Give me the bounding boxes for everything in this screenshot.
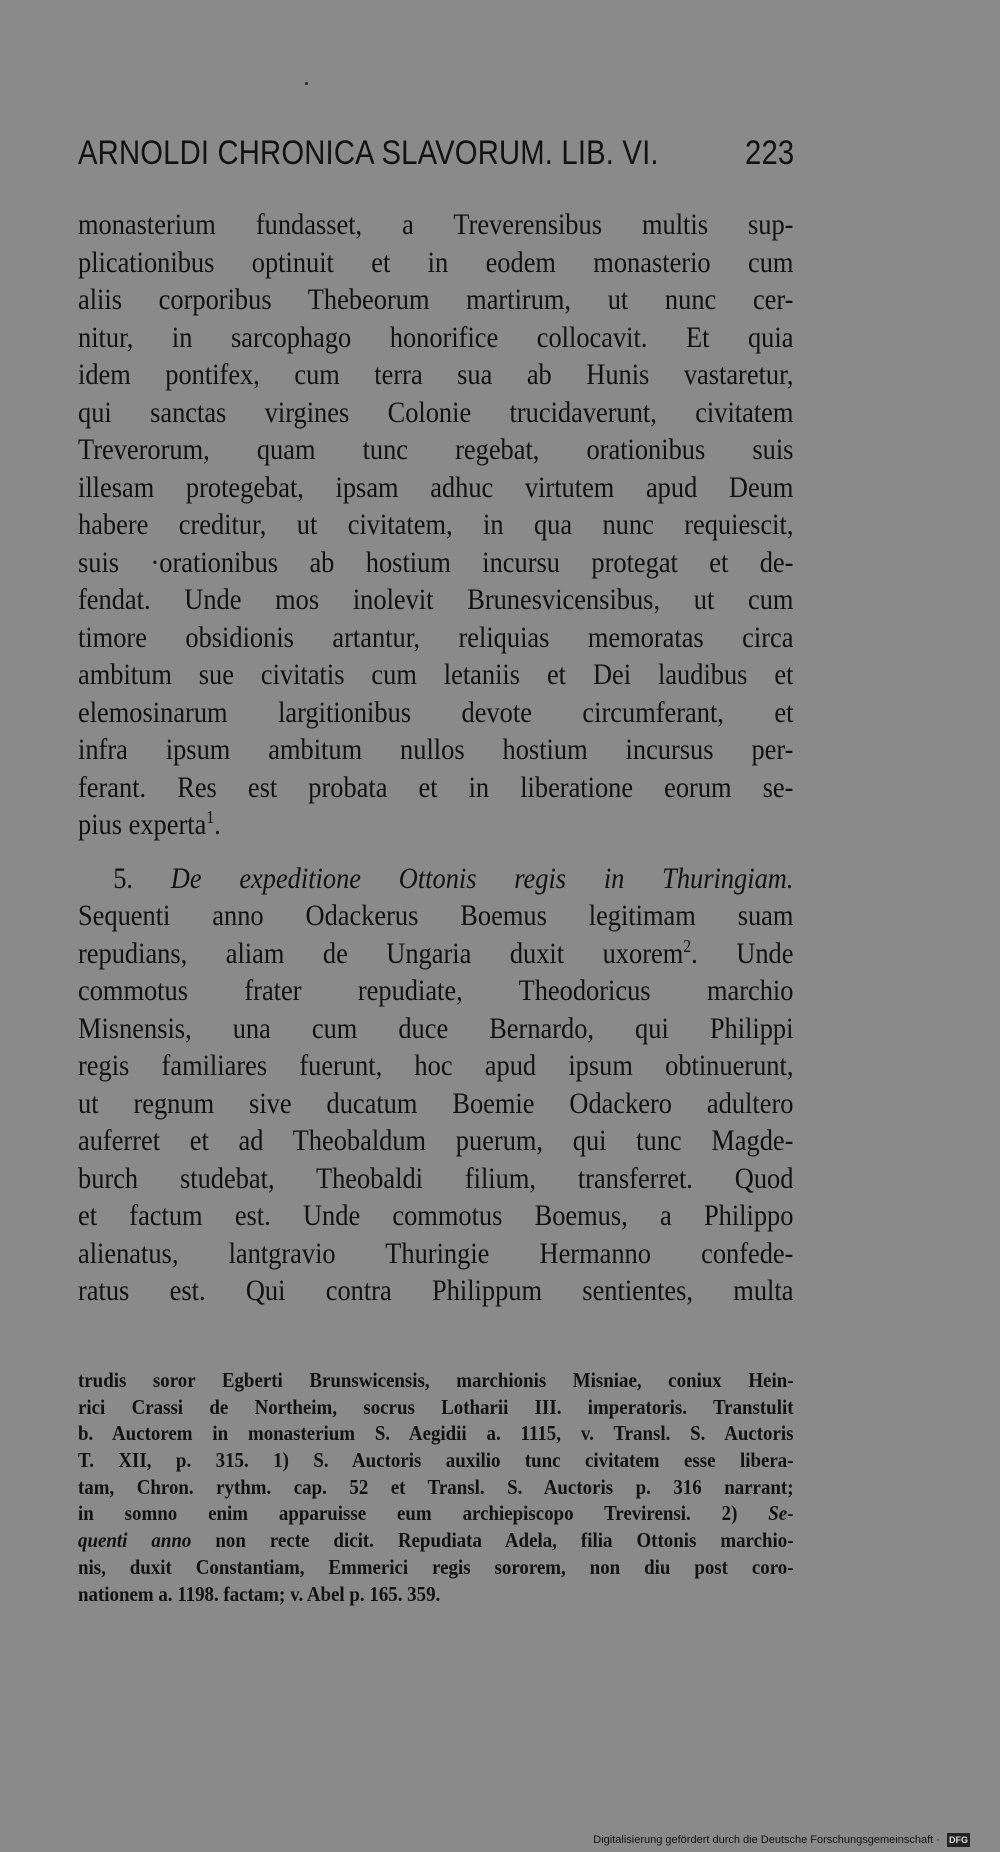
text-line: suis ·orationibus ab hostium incursu protegat et de-	[78, 545, 794, 579]
running-head	[78, 130, 794, 176]
footnote-line: nationem a. 1198. factam; v. Abel p. 165. 359.	[78, 1581, 441, 1606]
text-segment: . Unde	[691, 936, 794, 970]
footnote-line: T. XII, p. 315. 1) S. Auctoris auxilio tunc civitatem esse libera-	[78, 1448, 794, 1473]
dfg-logo: DFG	[949, 1835, 968, 1846]
text-line	[78, 935, 793, 973]
footnote-ref: 1	[206, 807, 215, 827]
text-line: timore obsidionis artantur, reliquias memoratas circa	[78, 620, 794, 654]
text-line: burch studebat, Theobaldi filium, transferret. Quod	[78, 1161, 794, 1195]
text-line: et factum est. Unde commotus Boemus, a Philippo	[78, 1199, 794, 1232]
text-line: infra ipsum ambitum nullos hostium incursus per-	[78, 733, 794, 766]
footnote-line: rici Crassi de Northeim, socrus Lotharii III. imperatoris. Transtulit	[78, 1394, 794, 1419]
running-head-title: ARNOLDI CHRONICA SLAVORUM. LIB. VI.	[78, 134, 659, 172]
footnote-line: nis, duxit Constantiam, Emmerici regis sororem, non diu post coro-	[78, 1554, 794, 1579]
text-line: monasterium fundasset, a Treverensibus multis sup-	[78, 208, 794, 241]
footnote-line	[78, 1500, 794, 1527]
footnote-segment: in somno enim apparuisse eum archiepiscopo Trevirensi. 2)	[78, 1501, 738, 1526]
footnote-line: b. Auctorem in monasterium S. Aegidii a. 1115, v. Transl. S. Auctoris	[78, 1421, 794, 1446]
footnote-ref: 2	[683, 935, 692, 956]
text-line: Misnensis, una cum duce Bernardo, qui Philippi	[78, 1011, 794, 1045]
text-line: elemosinarum largitionibus devote circumferant, et	[78, 695, 794, 729]
text-line: aliis corporibus Thebeorum martirum, ut nunc cer-	[78, 283, 794, 316]
text-line: qui sanctas virgines Colonie trucidaverunt, civitatem	[78, 395, 794, 429]
text-line: nitur, in sarcophago honorifice collocavit. Et quia	[78, 320, 794, 354]
text-line: habere creditur, ut civitatem, in qua nunc requiescit,	[78, 508, 794, 541]
text-line: regis familiares fuerunt, hoc apud ipsum obtinuerunt,	[78, 1049, 794, 1082]
text-line: plicationibus optinuit et in eodem monasterio cum	[78, 245, 794, 279]
digitization-credit	[593, 1830, 970, 1850]
text-line: Sequenti anno Odackerus Boemus legitimam suam	[78, 899, 794, 932]
text-line: ut regnum sive ducatum Boemie Odackero adultero	[78, 1086, 794, 1120]
footnote-segment: non recte dicit. Repudiata Adela, filia Ottonis marchio-	[215, 1528, 794, 1553]
credit-text: Digitalisierung gefördert durch die Deutsche Forschungsgemeinschaft ·	[593, 1834, 940, 1846]
footnote-line: trudis soror Egberti Brunswicensis, marchionis Misniae, coniux Hein-	[78, 1368, 794, 1392]
chapter-heading	[78, 860, 793, 898]
text-line	[78, 806, 793, 844]
scan-speck	[305, 82, 308, 85]
text-line: ratus est. Qui contra Philippum sentientes, multa	[78, 1274, 794, 1307]
footnote-italic: Se-	[768, 1501, 794, 1526]
chapter-number: 5.	[113, 861, 133, 895]
footnote-line: tam, Chron. rythm. cap. 52 et Transl. S. Auctoris p. 316 narrant;	[78, 1474, 794, 1499]
text-line: fendat. Unde mos inolevit Brunesvicensibus, ut cum	[78, 583, 794, 616]
text-line: illesam protegebat, ipsam adhuc virtutem apud Deum	[78, 470, 794, 504]
page-number: 223	[744, 134, 794, 172]
text-line: commotus frater repudiate, Theodoricus marchio	[78, 974, 794, 1007]
text-segment: repudians, aliam de Ungaria duxit uxorem	[78, 936, 684, 970]
period: .	[214, 808, 221, 841]
text-line: auferret et ad Theobaldum puerum, qui tunc Magde-	[78, 1124, 794, 1157]
footnotes	[78, 1367, 794, 1607]
text-line: ambitum sue civitatis cum letaniis et Dei laudibus et	[78, 658, 794, 691]
main-text	[78, 206, 794, 1310]
footnote-line	[78, 1527, 794, 1554]
text-line: ferant. Res est probata et in liberatione eorum se-	[78, 770, 794, 804]
text-line: Treverorum, quam tunc regebat, orationibus suis	[78, 433, 794, 466]
text-line: alienatus, lantgravio Thuringie Hermanno confede-	[78, 1236, 794, 1270]
text-segment: pius experta	[78, 808, 207, 841]
text-line: idem pontifex, cum terra sua ab Hunis vastaretur,	[78, 358, 794, 391]
chapter-title: De expeditione Ottonis regis in Thuringiam.	[170, 861, 794, 895]
footnote-italic: quenti anno	[78, 1528, 192, 1553]
